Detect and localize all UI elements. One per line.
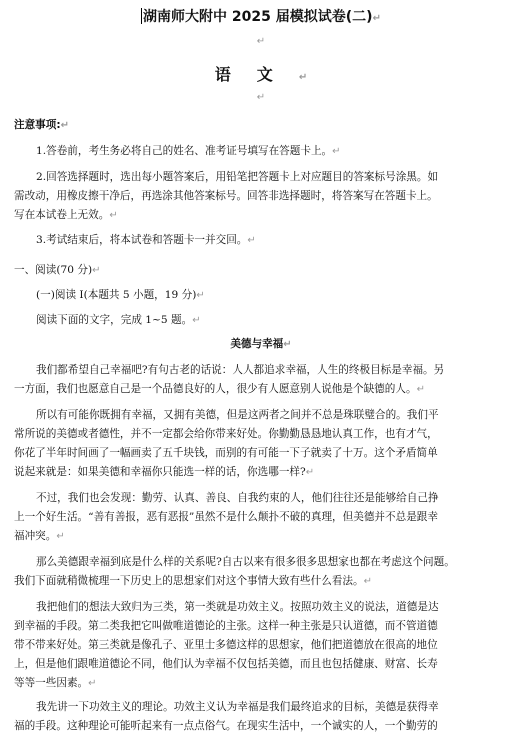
paragraph-mark-icon: ↵ xyxy=(363,576,372,587)
paragraph-mark-icon: ↵ xyxy=(256,92,266,103)
article-line xyxy=(14,638,508,652)
notice-item-continued xyxy=(14,189,508,203)
subject-title xyxy=(0,62,522,85)
instruction xyxy=(36,313,508,328)
article-line xyxy=(36,491,508,505)
article-line-text: 到幸福的手段。第二类我把它叫做唯道德论的主张。这样一种主张是只认道德，而不管道德 xyxy=(14,620,438,632)
article-line-text: 常所说的美德或者德性，并不一定都会给你带来好处。你勤勤恳恳地认真工作，也有才气， xyxy=(14,428,438,440)
article-line-text: 福的手段。这种理论可能听起来有一点点俗气。在现实生活中，一个诚实的人，一个勤劳的 xyxy=(14,720,438,732)
paragraph-mark-icon: ↵ xyxy=(56,531,65,542)
article-line xyxy=(36,700,508,714)
article-line-text: 等等一些因素。 xyxy=(14,677,89,689)
paragraph-mark-icon: ↵ xyxy=(332,146,341,157)
article-line xyxy=(14,574,508,589)
section-heading-text: 一、阅读(70 分) xyxy=(14,264,93,276)
paragraph-mark-icon: ↵ xyxy=(88,678,97,689)
article-line-text: 一方面，我们也愿意自己是一个品德良好的人，很少有人愿意别人说他是个缺德的人。 xyxy=(14,383,417,395)
sub-section-heading xyxy=(36,288,508,303)
section-heading xyxy=(14,263,508,278)
notice-item-text: 写在本试卷上无效。 xyxy=(14,209,110,221)
article-line xyxy=(14,465,508,480)
article-line xyxy=(14,657,508,671)
article-line-text: 你花了半年时间画了一幅画卖了五千块钱，而别的有可能一下子就卖了十万。这个矛盾简单 xyxy=(14,447,438,459)
sub-section-heading-text: (一)阅读 I(本题共 5 小题，19 分) xyxy=(36,289,197,301)
article-line-text: 上，但是他们跟唯道德论不同，他们认为幸福不仅包括美德，而且也包括健康、财富、长寿 xyxy=(14,658,438,670)
article-line xyxy=(36,363,508,377)
article-line-text: 那么美德跟幸福到底是什么样的关系呢?自古以来有很多很多思想家也都在考虑这个问题。 xyxy=(36,556,455,568)
paragraph-mark-icon: ↵ xyxy=(416,384,425,395)
notice-heading-text: 注意事项: xyxy=(14,119,61,131)
notice-item-text: 1.答卷前，考生务必将自己的姓名、准考证号填写在答题卡上。 xyxy=(36,145,333,157)
article-line xyxy=(14,510,508,524)
article-line-text: 所以有可能你既拥有幸福，又拥有美德，但是这两者之间并不总是珠联璧合的。我们平 xyxy=(36,409,439,421)
exam-title: 湖南师大附中 2025 届模拟试卷(二) xyxy=(143,9,373,25)
notice-item-text: 3.考试结束后，将本试卷和答题卡一并交回。 xyxy=(36,234,248,246)
notice-item-text: 需改动，用橡皮擦干净后，再选涂其他答案标号。回答非选择题时，将答案写在答题卡上。 xyxy=(14,190,438,202)
article-line xyxy=(14,719,508,733)
article-line-text: 我们下面就稍微梳理一下历史上的思想家们对这个事情大致有些什么看法。 xyxy=(14,575,364,587)
paragraph-mark-icon: ↵ xyxy=(92,265,101,276)
paragraph-mark-icon: ↵ xyxy=(247,235,256,246)
notice-item-continued xyxy=(14,208,508,223)
article-line-text: 不过，我们也会发现：勤劳、认真、善良、自我约束的人，他们往往还是能够给自己挣 xyxy=(36,492,439,504)
article-title xyxy=(14,337,508,352)
article-line xyxy=(14,676,508,691)
paragraph-mark-icon: ↵ xyxy=(372,13,381,24)
paragraph-mark-icon: ↵ xyxy=(305,467,315,478)
article-title-text: 美德与幸福 xyxy=(230,338,284,350)
article-line-text: 我先讲一下功效主义的理论。功效主义认为幸福是我们最终追求的目标，美德是获得幸 xyxy=(36,701,439,713)
article-line xyxy=(14,427,508,441)
article-line-text: 我把他们的想法大致归为三类，第一类就是功效主义。按照功效主义的说法，道德是达 xyxy=(36,601,439,613)
article-line-text: 说起来就是：如果美德和幸福你只能选一样的话，你选哪一样? xyxy=(14,466,306,478)
article-line-text: 带不带来好处。第三类就是像孔子、亚里士多德这样的思想家，他们把道德放在很高的地位 xyxy=(14,639,438,651)
paragraph-mark-icon: ↵ xyxy=(196,290,205,301)
article-line xyxy=(36,600,508,614)
article-line-text: 上一个好生活。“善有善报，恶有恶报”虽然不是什么颠扑不破的真理，但美德并不总是跟幸 xyxy=(14,511,438,523)
subject-text: 语文 xyxy=(214,65,299,84)
article-line xyxy=(36,555,508,569)
exam-title-line xyxy=(0,6,522,26)
notice-item xyxy=(36,170,508,184)
article-line xyxy=(36,408,508,422)
paragraph-mark-icon: ↵ xyxy=(60,120,70,131)
paragraph-mark-icon: ↵ xyxy=(298,72,308,83)
paragraph-mark-icon: ↵ xyxy=(192,315,201,326)
notice-item xyxy=(36,233,508,248)
notice-item-text: 2.回答选择题时，选出每小题答案后，用铅笔把答题卡上对应题目的答案标号涂黑。如 xyxy=(36,171,439,183)
article-line xyxy=(14,382,508,397)
article-line xyxy=(14,529,508,544)
article-line-text: 福冲突。 xyxy=(14,530,57,542)
article-line xyxy=(14,619,508,633)
article-line xyxy=(14,446,508,460)
paragraph-mark-icon: ↵ xyxy=(283,339,292,350)
text-cursor xyxy=(141,8,142,24)
notice-item xyxy=(36,144,508,159)
instruction-text: 阅读下面的文字，完成 1~5 题。 xyxy=(36,314,193,326)
paragraph-mark-icon: ↵ xyxy=(256,36,266,47)
notice-heading xyxy=(14,118,508,133)
article-line-text: 我们都希望自己幸福吧?有句古老的话说：人人都追求幸福，人生的终极目标是幸福。另 xyxy=(36,364,445,376)
paragraph-mark-icon: ↵ xyxy=(109,210,118,221)
